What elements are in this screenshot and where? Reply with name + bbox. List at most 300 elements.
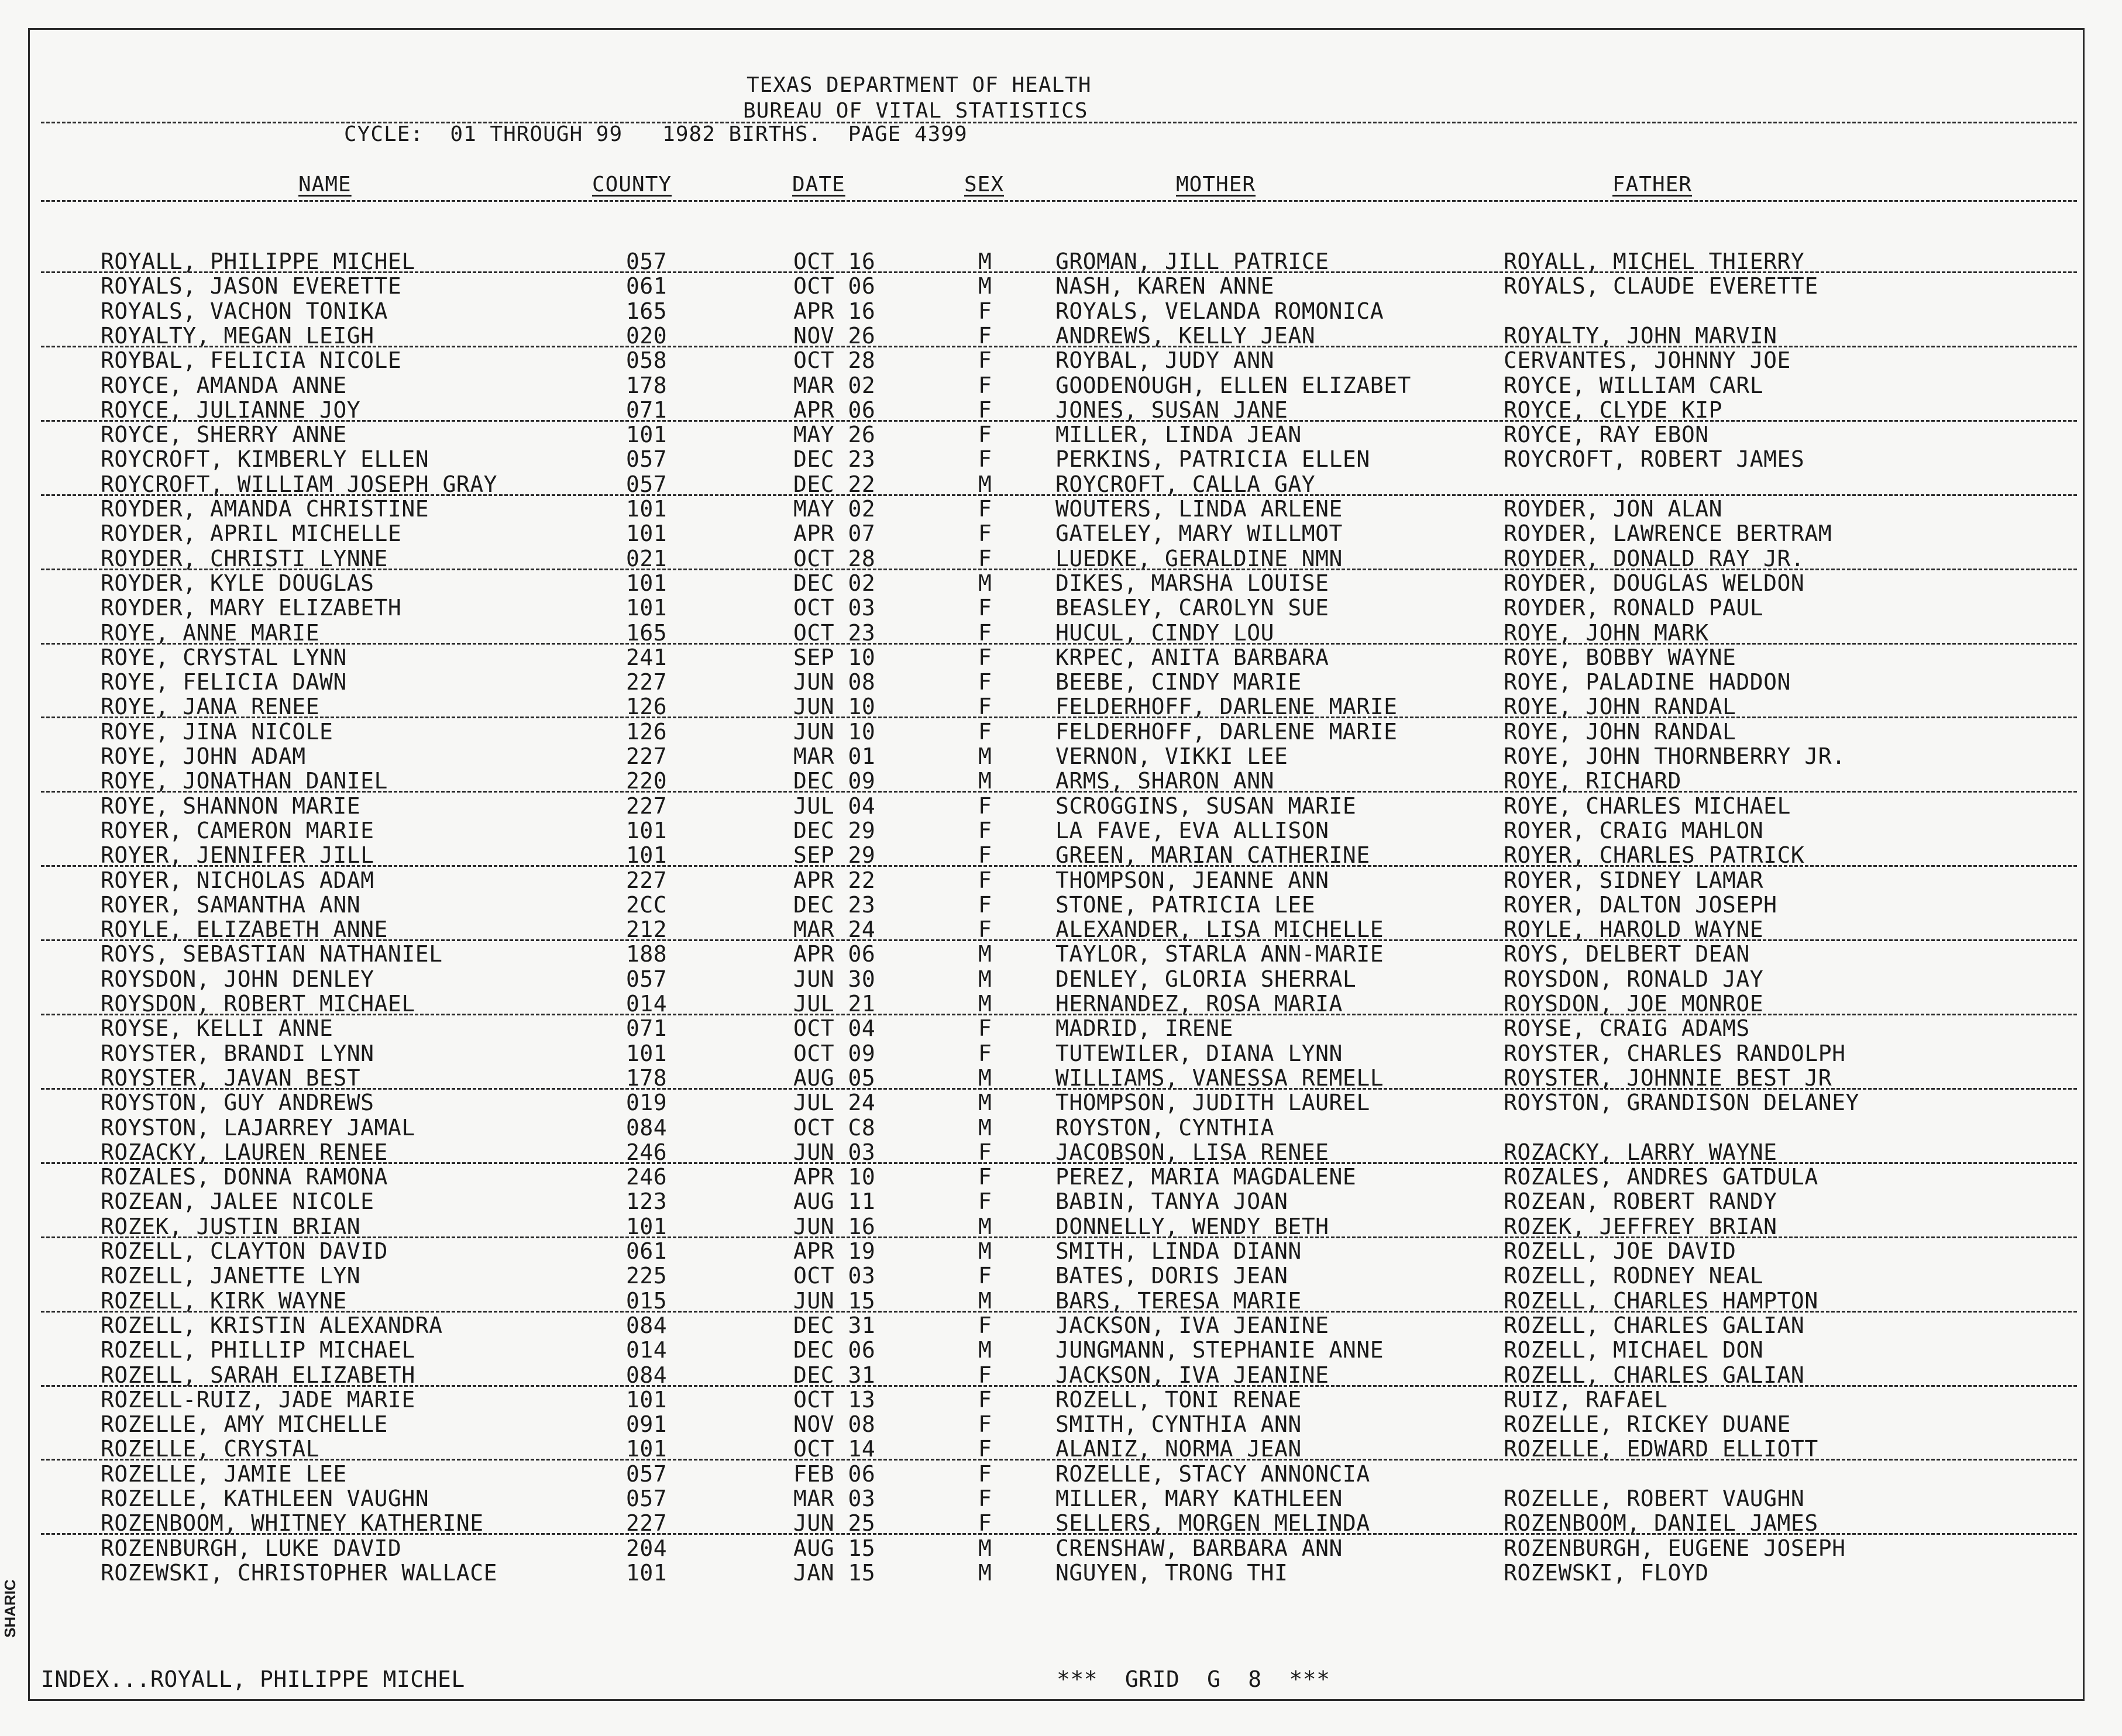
cell-name: ROZELL, KIRK WAYNE xyxy=(101,1288,347,1314)
cell-county: 057 xyxy=(626,1486,668,1511)
cell-father: ROZELLE, EDWARD ELLIOTT xyxy=(1504,1436,1818,1462)
cell-sex: M xyxy=(978,1115,992,1141)
cell-sex: F xyxy=(978,298,992,324)
col-header-mother: MOTHER xyxy=(1176,173,1256,197)
cell-name: ROZELL, SARAH ELIZABETH xyxy=(101,1362,415,1388)
cell-mother: GREEN, MARIAN CATHERINE xyxy=(1055,842,1370,868)
cell-name: ROZELL, PHILLIP MICHAEL xyxy=(101,1337,415,1363)
cell-name: ROZELLE, JAMIE LEE xyxy=(101,1461,347,1487)
cell-sex: F xyxy=(978,422,992,447)
cell-county: 246 xyxy=(626,1164,668,1190)
cell-name: ROYLE, ELIZABETH ANNE xyxy=(101,917,388,942)
cell-sex: M xyxy=(978,768,992,794)
cell-father: ROZEK, JEFFREY BRIAN xyxy=(1504,1214,1777,1239)
cell-county: 101 xyxy=(626,1560,668,1586)
cell-name: ROZEAN, JALEE NICOLE xyxy=(101,1189,374,1214)
bureau-title: BUREAU OF VITAL STATISTICS xyxy=(743,99,1088,123)
cell-sex: M xyxy=(978,1214,992,1239)
column-header-divider xyxy=(41,200,2077,202)
cell-sex: F xyxy=(978,645,992,670)
cell-father: ROYCE, WILLIAM CARL xyxy=(1504,373,1764,398)
cell-name: ROYE, SHANNON MARIE xyxy=(101,793,361,819)
cell-county: 126 xyxy=(626,694,668,719)
cell-father: ROYALL, MICHEL THIERRY xyxy=(1504,249,1805,274)
cell-county: 227 xyxy=(626,793,668,819)
cell-sex: M xyxy=(978,1065,992,1091)
cell-father: ROYCROFT, ROBERT JAMES xyxy=(1504,446,1805,472)
cell-name: ROZEWSKI, CHRISTOPHER WALLACE xyxy=(101,1560,497,1586)
cell-sex: F xyxy=(978,818,992,843)
cell-sex: F xyxy=(978,892,992,918)
cell-father: ROYALTY, JOHN MARVIN xyxy=(1504,323,1777,349)
cell-date: OCT 06 xyxy=(793,273,876,299)
cell-name: ROZACKY, LAUREN RENEE xyxy=(101,1139,388,1165)
cell-father: ROYE, JOHN RANDAL xyxy=(1504,694,1736,719)
cell-sex: F xyxy=(978,917,992,942)
cell-date: DEC 09 xyxy=(793,768,876,794)
cell-name: ROZENBOOM, WHITNEY KATHERINE xyxy=(101,1510,484,1536)
cell-date: APR 19 xyxy=(793,1238,876,1264)
cell-county: 101 xyxy=(626,570,668,596)
cell-father: ROYE, CHARLES MICHAEL xyxy=(1504,793,1791,819)
cell-mother: WOUTERS, LINDA ARLENE xyxy=(1055,496,1343,522)
cell-county: 061 xyxy=(626,1238,668,1264)
cell-father: ROYDER, RONALD PAUL xyxy=(1504,595,1764,621)
cell-mother: JACKSON, IVA JEANINE xyxy=(1055,1362,1329,1388)
cell-date: OCT C8 xyxy=(793,1115,876,1141)
cell-date: DEC 06 xyxy=(793,1337,876,1363)
cell-sex: M xyxy=(978,1560,992,1586)
grid-footer: *** GRID G 8 *** xyxy=(1057,1666,1330,1692)
cell-county: 225 xyxy=(626,1263,668,1289)
cell-father: ROYLE, HAROLD WAYNE xyxy=(1504,917,1764,942)
cell-father: ROZELLE, RICKEY DUANE xyxy=(1504,1411,1791,1437)
cell-mother: ARMS, SHARON ANN xyxy=(1055,768,1275,794)
cell-father: ROYCE, CLYDE KIP xyxy=(1504,397,1723,423)
cell-county: 101 xyxy=(626,1436,668,1462)
cell-father: ROYE, BOBBY WAYNE xyxy=(1504,645,1736,670)
cell-mother: JONES, SUSAN JANE xyxy=(1055,397,1288,423)
cell-father: ROYDER, DOUGLAS WELDON xyxy=(1504,570,1805,596)
cell-name: ROYER, JENNIFER JILL xyxy=(101,842,374,868)
cell-father: ROYE, JOHN THORNBERRY JR. xyxy=(1504,743,1846,769)
cell-county: 246 xyxy=(626,1139,668,1165)
cell-mother: SMITH, LINDA DIANN xyxy=(1055,1238,1302,1264)
cell-date: MAY 26 xyxy=(793,422,876,447)
cell-date: NOV 08 xyxy=(793,1411,876,1437)
cell-sex: F xyxy=(978,1362,992,1388)
cell-mother: GROMAN, JILL PATRICE xyxy=(1055,249,1329,274)
cell-father: ROYCE, RAY EBON xyxy=(1504,422,1709,447)
cell-sex: F xyxy=(978,347,992,373)
cell-mother: JACOBSON, LISA RENEE xyxy=(1055,1139,1329,1165)
cell-mother: ROYCROFT, CALLA GAY xyxy=(1055,471,1316,497)
cell-date: APR 06 xyxy=(793,397,876,423)
cell-date: JUN 16 xyxy=(793,1214,876,1239)
cell-county: 015 xyxy=(626,1288,668,1314)
cell-name: ROYSTER, JAVAN BEST xyxy=(101,1065,361,1091)
cell-mother: JUNGMANN, STEPHANIE ANNE xyxy=(1055,1337,1384,1363)
cell-mother: PEREZ, MARIA MAGDALENE xyxy=(1055,1164,1357,1190)
cell-sex: M xyxy=(978,471,992,497)
cell-county: 165 xyxy=(626,620,668,646)
cell-father: ROYER, CHARLES PATRICK xyxy=(1504,842,1805,868)
cell-mother: SELLERS, MORGEN MELINDA xyxy=(1055,1510,1370,1536)
cell-name: ROYALS, JASON EVERETTE xyxy=(101,273,402,299)
cell-mother: PERKINS, PATRICIA ELLEN xyxy=(1055,446,1370,472)
cell-father: ROYE, JOHN RANDAL xyxy=(1504,719,1736,745)
cell-name: ROYE, JANA RENEE xyxy=(101,694,320,719)
cell-mother: DIKES, MARSHA LOUISE xyxy=(1055,570,1329,596)
cell-county: 101 xyxy=(626,818,668,843)
cell-county: 101 xyxy=(626,842,668,868)
cell-date: JUN 10 xyxy=(793,719,876,745)
cell-mother: GOODENOUGH, ELLEN ELIZABET xyxy=(1055,373,1411,398)
cell-date: JUN 30 xyxy=(793,966,876,992)
cell-date: DEC 22 xyxy=(793,471,876,497)
cell-father: CERVANTES, JOHNNY JOE xyxy=(1504,347,1791,373)
row-divider xyxy=(41,865,2077,867)
cell-mother: HERNANDEZ, ROSA MARIA xyxy=(1055,991,1343,1017)
cell-sex: M xyxy=(978,1288,992,1314)
cell-name: ROZEK, JUSTIN BRIAN xyxy=(101,1214,361,1239)
cell-name: ROZELLE, AMY MICHELLE xyxy=(101,1411,388,1437)
cell-county: 101 xyxy=(626,595,668,621)
cell-father: ROZELL, RODNEY NEAL xyxy=(1504,1263,1764,1289)
cell-date: DEC 31 xyxy=(793,1313,876,1338)
cell-name: ROYALTY, MEGAN LEIGH xyxy=(101,323,374,349)
cell-father: ROYDER, LAWRENCE BERTRAM xyxy=(1504,521,1832,546)
cell-sex: F xyxy=(978,1015,992,1041)
cell-mother: ROYALS, VELANDA ROMONICA xyxy=(1055,298,1384,324)
col-header-date: DATE xyxy=(792,173,845,197)
cell-name: ROZENBURGH, LUKE DAVID xyxy=(101,1535,402,1561)
row-divider xyxy=(41,717,2077,718)
cell-county: 057 xyxy=(626,471,668,497)
cell-sex: F xyxy=(978,595,992,621)
cell-county: 241 xyxy=(626,645,668,670)
cell-date: DEC 23 xyxy=(793,446,876,472)
cell-father: ROYSTON, GRANDISON DELANEY xyxy=(1504,1090,1859,1115)
cell-sex: F xyxy=(978,842,992,868)
cell-sex: F xyxy=(978,397,992,423)
cell-sex: F xyxy=(978,1041,992,1066)
cell-mother: VERNON, VIKKI LEE xyxy=(1055,743,1288,769)
cell-mother: ROZELLE, STACY ANNONCIA xyxy=(1055,1461,1370,1487)
cell-date: AUG 05 xyxy=(793,1065,876,1091)
agency-title: TEXAS DEPARTMENT OF HEALTH xyxy=(747,73,1092,97)
cell-county: 188 xyxy=(626,941,668,967)
cell-mother: GATELEY, MARY WILLMOT xyxy=(1055,521,1343,546)
cell-name: ROYSTER, BRANDI LYNN xyxy=(101,1041,374,1066)
cell-date: DEC 02 xyxy=(793,570,876,596)
col-header-name: NAME xyxy=(298,173,352,197)
cell-name: ROYDER, CHRISTI LYNNE xyxy=(101,546,388,571)
cell-date: APR 07 xyxy=(793,521,876,546)
cell-name: ROZELLE, CRYSTAL xyxy=(101,1436,320,1462)
cell-mother: BATES, DORIS JEAN xyxy=(1055,1263,1288,1289)
cell-name: ROYALL, PHILIPPE MICHEL xyxy=(101,249,415,274)
cell-name: ROYDER, APRIL MICHELLE xyxy=(101,521,402,546)
cell-date: OCT 03 xyxy=(793,1263,876,1289)
cell-date: APR 16 xyxy=(793,298,876,324)
cell-county: 071 xyxy=(626,397,668,423)
cell-name: ROYSDON, ROBERT MICHAEL xyxy=(101,991,415,1017)
cell-sex: M xyxy=(978,1337,992,1363)
cell-county: 178 xyxy=(626,373,668,398)
cell-county: 101 xyxy=(626,1387,668,1413)
cell-sex: F xyxy=(978,719,992,745)
cell-mother: TAYLOR, STARLA ANN-MARIE xyxy=(1055,941,1384,967)
cell-mother: BEASLEY, CAROLYN SUE xyxy=(1055,595,1329,621)
cell-county: 071 xyxy=(626,1015,668,1041)
cell-date: MAR 24 xyxy=(793,917,876,942)
cell-date: JAN 15 xyxy=(793,1560,876,1586)
cell-county: 101 xyxy=(626,1214,668,1239)
cell-county: 123 xyxy=(626,1189,668,1214)
cell-mother: DENLEY, GLORIA SHERRAL xyxy=(1055,966,1357,992)
cell-father: ROYDER, DONALD RAY JR. xyxy=(1504,546,1805,571)
cell-sex: F xyxy=(978,1486,992,1511)
cell-sex: F xyxy=(978,1164,992,1190)
cell-sex: F xyxy=(978,496,992,522)
cell-county: 084 xyxy=(626,1115,668,1141)
cell-date: JUN 25 xyxy=(793,1510,876,1536)
cell-mother: MADRID, IRENE xyxy=(1055,1015,1233,1041)
cell-county: 101 xyxy=(626,521,668,546)
cell-date: OCT 13 xyxy=(793,1387,876,1413)
cell-county: 227 xyxy=(626,743,668,769)
cell-county: 178 xyxy=(626,1065,668,1091)
cell-county: 057 xyxy=(626,446,668,472)
cell-mother: THOMPSON, JEANNE ANN xyxy=(1055,867,1329,893)
cell-sex: F xyxy=(978,793,992,819)
cell-sex: F xyxy=(978,373,992,398)
cell-sex: M xyxy=(978,1090,992,1115)
cell-date: MAR 02 xyxy=(793,373,876,398)
cell-father: ROYE, RICHARD xyxy=(1504,768,1681,794)
cell-name: ROYBAL, FELICIA NICOLE xyxy=(101,347,402,373)
cell-mother: WILLIAMS, VANESSA REMELL xyxy=(1055,1065,1384,1091)
cell-father: ROYSDON, JOE MONROE xyxy=(1504,991,1764,1017)
cell-name: ROYDER, MARY ELIZABETH xyxy=(101,595,402,621)
cell-mother: KRPEC, ANITA BARBARA xyxy=(1055,645,1329,670)
cell-mother: ROZELL, TONI RENAE xyxy=(1055,1387,1302,1413)
col-header-county: COUNTY xyxy=(592,173,672,197)
cell-county: 204 xyxy=(626,1535,668,1561)
cell-county: 126 xyxy=(626,719,668,745)
cell-sex: F xyxy=(978,694,992,719)
cell-name: ROYCE, SHERRY ANNE xyxy=(101,422,347,447)
cell-sex: M xyxy=(978,570,992,596)
cell-name: ROYE, ANNE MARIE xyxy=(101,620,320,646)
cell-date: JUN 03 xyxy=(793,1139,876,1165)
cell-county: 220 xyxy=(626,768,668,794)
cell-mother: CRENSHAW, BARBARA ANN xyxy=(1055,1535,1343,1561)
cell-sex: F xyxy=(978,1411,992,1437)
cell-name: ROYDER, KYLE DOUGLAS xyxy=(101,570,374,596)
cell-sex: F xyxy=(978,446,992,472)
cell-county: 2CC xyxy=(626,892,668,918)
col-header-sex: SEX xyxy=(964,173,1005,197)
cell-county: 021 xyxy=(626,546,668,571)
cell-date: JUN 10 xyxy=(793,694,876,719)
cell-sex: F xyxy=(978,1387,992,1413)
cell-sex: F xyxy=(978,323,992,349)
cell-name: ROYER, NICHOLAS ADAM xyxy=(101,867,374,893)
col-header-father: FATHER xyxy=(1612,173,1693,197)
cell-name: ROZELL-RUIZ, JADE MARIE xyxy=(101,1387,415,1413)
cell-date: APR 10 xyxy=(793,1164,876,1190)
cell-mother: ROYSTON, CYNTHIA xyxy=(1055,1115,1275,1141)
cell-mother: ALANIZ, NORMA JEAN xyxy=(1055,1436,1302,1462)
cell-father: ROZEAN, ROBERT RANDY xyxy=(1504,1189,1777,1214)
cell-sex: F xyxy=(978,620,992,646)
cell-sex: M xyxy=(978,991,992,1017)
cell-name: ROYCROFT, WILLIAM JOSEPH GRAY xyxy=(101,471,497,497)
cell-father: ROYER, CRAIG MAHLON xyxy=(1504,818,1764,843)
cell-mother: BARS, TERESA MARIE xyxy=(1055,1288,1302,1314)
cell-name: ROZELL, KRISTIN ALEXANDRA xyxy=(101,1313,443,1338)
cell-mother: NASH, KAREN ANNE xyxy=(1055,273,1275,299)
cell-name: ROYCE, JULIANNE JOY xyxy=(101,397,361,423)
cell-county: 014 xyxy=(626,991,668,1017)
row-divider xyxy=(41,791,2077,793)
cell-mother: HUCUL, CINDY LOU xyxy=(1055,620,1275,646)
cell-father: ROYSDON, RONALD JAY xyxy=(1504,966,1764,992)
cell-mother: ALEXANDER, LISA MICHELLE xyxy=(1055,917,1384,942)
cell-mother: FELDERHOFF, DARLENE MARIE xyxy=(1055,694,1398,719)
cell-name: ROYE, CRYSTAL LYNN xyxy=(101,645,347,670)
cycle-line: CYCLE: 01 THROUGH 99 1982 BIRTHS. PAGE 4399 xyxy=(344,122,968,146)
cell-county: 101 xyxy=(626,1041,668,1066)
cell-date: JUN 08 xyxy=(793,669,876,695)
cell-date: OCT 23 xyxy=(793,620,876,646)
cell-mother: MILLER, MARY KATHLEEN xyxy=(1055,1486,1343,1511)
cell-county: 227 xyxy=(626,867,668,893)
cell-name: ROYSTON, LAJARREY JAMAL xyxy=(101,1115,415,1141)
cell-father: ROZELL, JOE DAVID xyxy=(1504,1238,1736,1264)
cell-date: OCT 16 xyxy=(793,249,876,274)
cell-date: DEC 31 xyxy=(793,1362,876,1388)
cell-county: 057 xyxy=(626,249,668,274)
cell-mother: FELDERHOFF, DARLENE MARIE xyxy=(1055,719,1398,745)
cell-sex: M xyxy=(978,941,992,967)
cell-sex: F xyxy=(978,1436,992,1462)
cell-date: JUN 15 xyxy=(793,1288,876,1314)
cell-mother: TUTEWILER, DIANA LYNN xyxy=(1055,1041,1343,1066)
cell-date: MAR 03 xyxy=(793,1486,876,1511)
cell-date: JUL 04 xyxy=(793,793,876,819)
cell-name: ROYSDON, JOHN DENLEY xyxy=(101,966,374,992)
index-footer: INDEX...ROYALL, PHILIPPE MICHEL xyxy=(41,1666,465,1692)
cell-county: 165 xyxy=(626,298,668,324)
cell-mother: ROYBAL, JUDY ANN xyxy=(1055,347,1275,373)
cell-father: ROZENBOOM, DANIEL JAMES xyxy=(1504,1510,1818,1536)
cell-name: ROYDER, AMANDA CHRISTINE xyxy=(101,496,429,522)
cell-date: OCT 04 xyxy=(793,1015,876,1041)
cell-date: APR 22 xyxy=(793,867,876,893)
cell-mother: BABIN, TANYA JOAN xyxy=(1055,1189,1288,1214)
cell-mother: SMITH, CYNTHIA ANN xyxy=(1055,1411,1302,1437)
cell-name: ROYCE, AMANDA ANNE xyxy=(101,373,347,398)
cell-county: 057 xyxy=(626,966,668,992)
side-label: SHARIC xyxy=(1,1579,19,1638)
cell-sex: F xyxy=(978,521,992,546)
cell-mother: SCROGGINS, SUSAN MARIE xyxy=(1055,793,1357,819)
cell-father: ROYER, SIDNEY LAMAR xyxy=(1504,867,1764,893)
cell-name: ROYE, JONATHAN DANIEL xyxy=(101,768,388,794)
cell-father: ROZALES, ANDRES GATDULA xyxy=(1504,1164,1818,1190)
cell-father: RUIZ, RAFAEL xyxy=(1504,1387,1668,1413)
cell-name: ROYER, SAMANTHA ANN xyxy=(101,892,361,918)
cell-sex: M xyxy=(978,966,992,992)
cell-sex: M xyxy=(978,743,992,769)
cell-sex: F xyxy=(978,1189,992,1214)
cell-father: ROYSTER, JOHNNIE BEST JR xyxy=(1504,1065,1832,1091)
cell-county: 227 xyxy=(626,669,668,695)
cell-date: JUL 21 xyxy=(793,991,876,1017)
cell-father: ROYALS, CLAUDE EVERETTE xyxy=(1504,273,1818,299)
cell-mother: THOMPSON, JUDITH LAUREL xyxy=(1055,1090,1370,1115)
cell-sex: M xyxy=(978,249,992,274)
cell-county: 084 xyxy=(626,1313,668,1338)
cell-name: ROYALS, VACHON TONIKA xyxy=(101,298,388,324)
cell-county: 227 xyxy=(626,1510,668,1536)
cell-date: DEC 29 xyxy=(793,818,876,843)
cell-father: ROYSTER, CHARLES RANDOLPH xyxy=(1504,1041,1846,1066)
cell-date: OCT 03 xyxy=(793,595,876,621)
cell-name: ROYSE, KELLI ANNE xyxy=(101,1015,333,1041)
cell-father: ROZEWSKI, FLOYD xyxy=(1504,1560,1709,1586)
cell-sex: F xyxy=(978,1313,992,1338)
cell-name: ROYER, CAMERON MARIE xyxy=(101,818,374,843)
cell-county: 212 xyxy=(626,917,668,942)
cell-name: ROYS, SEBASTIAN NATHANIEL xyxy=(101,941,443,967)
cell-father: ROZELL, MICHAEL DON xyxy=(1504,1337,1764,1363)
cell-county: 057 xyxy=(626,1461,668,1487)
cell-county: 101 xyxy=(626,496,668,522)
cell-name: ROZALES, DONNA RAMONA xyxy=(101,1164,388,1190)
cell-date: APR 06 xyxy=(793,941,876,967)
row-divider xyxy=(41,1459,2077,1461)
cell-name: ROYSTON, GUY ANDREWS xyxy=(101,1090,374,1115)
cell-mother: STONE, PATRICIA LEE xyxy=(1055,892,1316,918)
cell-date: OCT 09 xyxy=(793,1041,876,1066)
cell-mother: NGUYEN, TRONG THI xyxy=(1055,1560,1288,1586)
cell-date: MAY 02 xyxy=(793,496,876,522)
cell-father: ROYE, JOHN MARK xyxy=(1504,620,1709,646)
cell-date: OCT 28 xyxy=(793,546,876,571)
cell-sex: F xyxy=(978,867,992,893)
cell-sex: F xyxy=(978,1461,992,1487)
cell-date: OCT 14 xyxy=(793,1436,876,1462)
cell-date: FEB 06 xyxy=(793,1461,876,1487)
cell-mother: BEEBE, CINDY MARIE xyxy=(1055,669,1302,695)
cell-name: ROZELL, CLAYTON DAVID xyxy=(101,1238,388,1264)
cell-date: JUL 24 xyxy=(793,1090,876,1115)
cell-county: 020 xyxy=(626,323,668,349)
cell-county: 058 xyxy=(626,347,668,373)
cell-name: ROZELLE, KATHLEEN VAUGHN xyxy=(101,1486,429,1511)
cell-date: NOV 26 xyxy=(793,323,876,349)
cell-county: 061 xyxy=(626,273,668,299)
row-divider xyxy=(41,1533,2077,1535)
cell-father: ROZELL, CHARLES HAMPTON xyxy=(1504,1288,1818,1314)
cell-father: ROYE, PALADINE HADDON xyxy=(1504,669,1791,695)
cell-sex: F xyxy=(978,1510,992,1536)
cell-date: SEP 29 xyxy=(793,842,876,868)
